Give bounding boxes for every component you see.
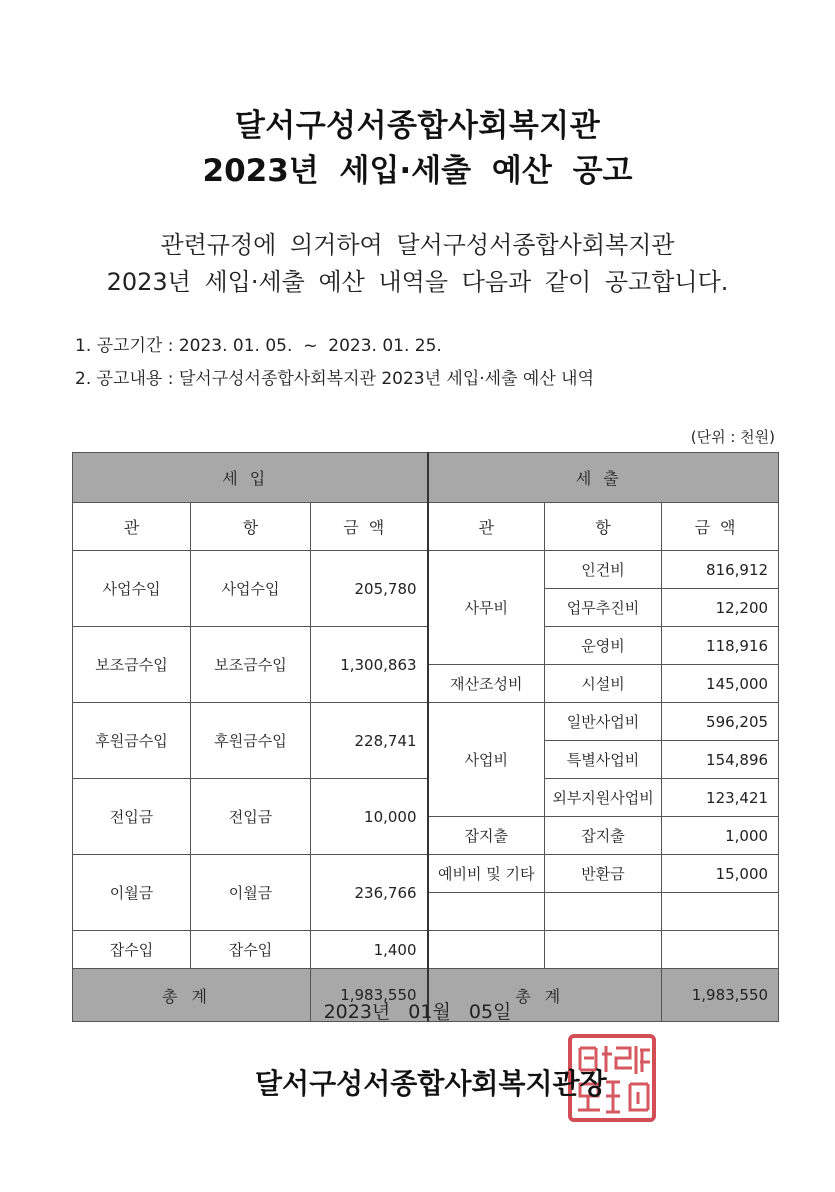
revenue-total-label: 총계 — [73, 969, 311, 1022]
expense-total: 1,983,550 — [662, 969, 779, 1022]
expense-hang: 특별사업비 — [545, 741, 662, 779]
expense-header: 세출 — [428, 453, 779, 503]
expense-amount: 596,205 — [662, 703, 779, 741]
expense-amount: 154,896 — [662, 741, 779, 779]
expense-hang: 일반사업비 — [545, 703, 662, 741]
expense-hang: 업무추진비 — [545, 589, 662, 627]
revenue-hang: 보조금수입 — [191, 627, 311, 703]
revenue-hang: 잡수입 — [191, 931, 311, 969]
revenue-header: 세입 — [73, 453, 428, 503]
revenue-col-amount: 금액 — [311, 503, 428, 551]
document-subtitle: 2023년 세입·세출 예산 공고 — [202, 153, 633, 189]
revenue-amount: 1,400 — [311, 931, 428, 969]
expense-gwan-reserve: 예비비 및 기타 — [428, 855, 545, 893]
budget-table — [72, 452, 779, 1022]
revenue-gwan: 잡수입 — [73, 931, 191, 969]
unit-label: (단위 : 천원) — [690, 428, 775, 446]
document-title: 달서구성서종합사회복지관 — [234, 108, 601, 144]
revenue-gwan: 전입금 — [73, 779, 191, 855]
organization-signature: 달서구성서종합사회복지관장 — [255, 1067, 607, 1100]
revenue-col-hang: 항 — [191, 503, 311, 551]
expense-gwan-misc: 잡지출 — [428, 817, 545, 855]
expense-amount: 123,421 — [662, 779, 779, 817]
revenue-amount: 236,766 — [311, 855, 428, 931]
expense-col-amount: 금액 — [662, 503, 779, 551]
revenue-hang: 사업수입 — [191, 551, 311, 627]
expense-amount: 118,916 — [662, 627, 779, 665]
expense-amount: 12,200 — [662, 589, 779, 627]
expense-amount: 1,000 — [662, 817, 779, 855]
announcement-period: 1. 공고기간 : 2023. 01. 05. ~ 2023. 01. 25. — [75, 336, 442, 356]
expense-hang: 인건비 — [545, 551, 662, 589]
expense-hang: 외부지원사업비 — [545, 779, 662, 817]
expense-col-gwan: 관 — [428, 503, 545, 551]
revenue-amount: 205,780 — [311, 551, 428, 627]
intro-line-1: 관련규정에 의거하여 달서구성서종합사회복지관 — [160, 231, 675, 259]
revenue-amount: 10,000 — [311, 779, 428, 855]
intro-line-2: 2023년 세입·세출 예산 내역을 다음과 같이 공고합니다. — [106, 268, 729, 296]
revenue-amount: 1,300,863 — [311, 627, 428, 703]
expense-hang: 반환금 — [545, 855, 662, 893]
expense-hang: 운영비 — [545, 627, 662, 665]
expense-amount: 816,912 — [662, 551, 779, 589]
revenue-gwan: 후원금수입 — [73, 703, 191, 779]
revenue-gwan: 이월금 — [73, 855, 191, 931]
revenue-hang: 전입금 — [191, 779, 311, 855]
announcement-content: 2. 공고내용 : 달서구성서종합사회복지관 2023년 세입·세출 예산 내역 — [75, 369, 594, 389]
expense-amount: 15,000 — [662, 855, 779, 893]
expense-col-hang: 항 — [545, 503, 662, 551]
revenue-gwan: 보조금수입 — [73, 627, 191, 703]
revenue-hang: 후원금수입 — [191, 703, 311, 779]
expense-gwan-business: 사업비 — [428, 703, 545, 817]
expense-hang: 시설비 — [545, 665, 662, 703]
revenue-col-gwan: 관 — [73, 503, 191, 551]
expense-gwan-property: 재산조성비 — [428, 665, 545, 703]
revenue-amount: 228,741 — [311, 703, 428, 779]
expense-total-label: 총계 — [428, 969, 662, 1022]
revenue-hang: 이월금 — [191, 855, 311, 931]
expense-hang: 잡지출 — [545, 817, 662, 855]
announcement-date: 2023년 01월 05일 — [323, 1001, 512, 1023]
expense-gwan-office: 사무비 — [428, 551, 545, 665]
revenue-gwan: 사업수입 — [73, 551, 191, 627]
revenue-total: 1,983,550 — [311, 969, 428, 1022]
expense-amount: 145,000 — [662, 665, 779, 703]
